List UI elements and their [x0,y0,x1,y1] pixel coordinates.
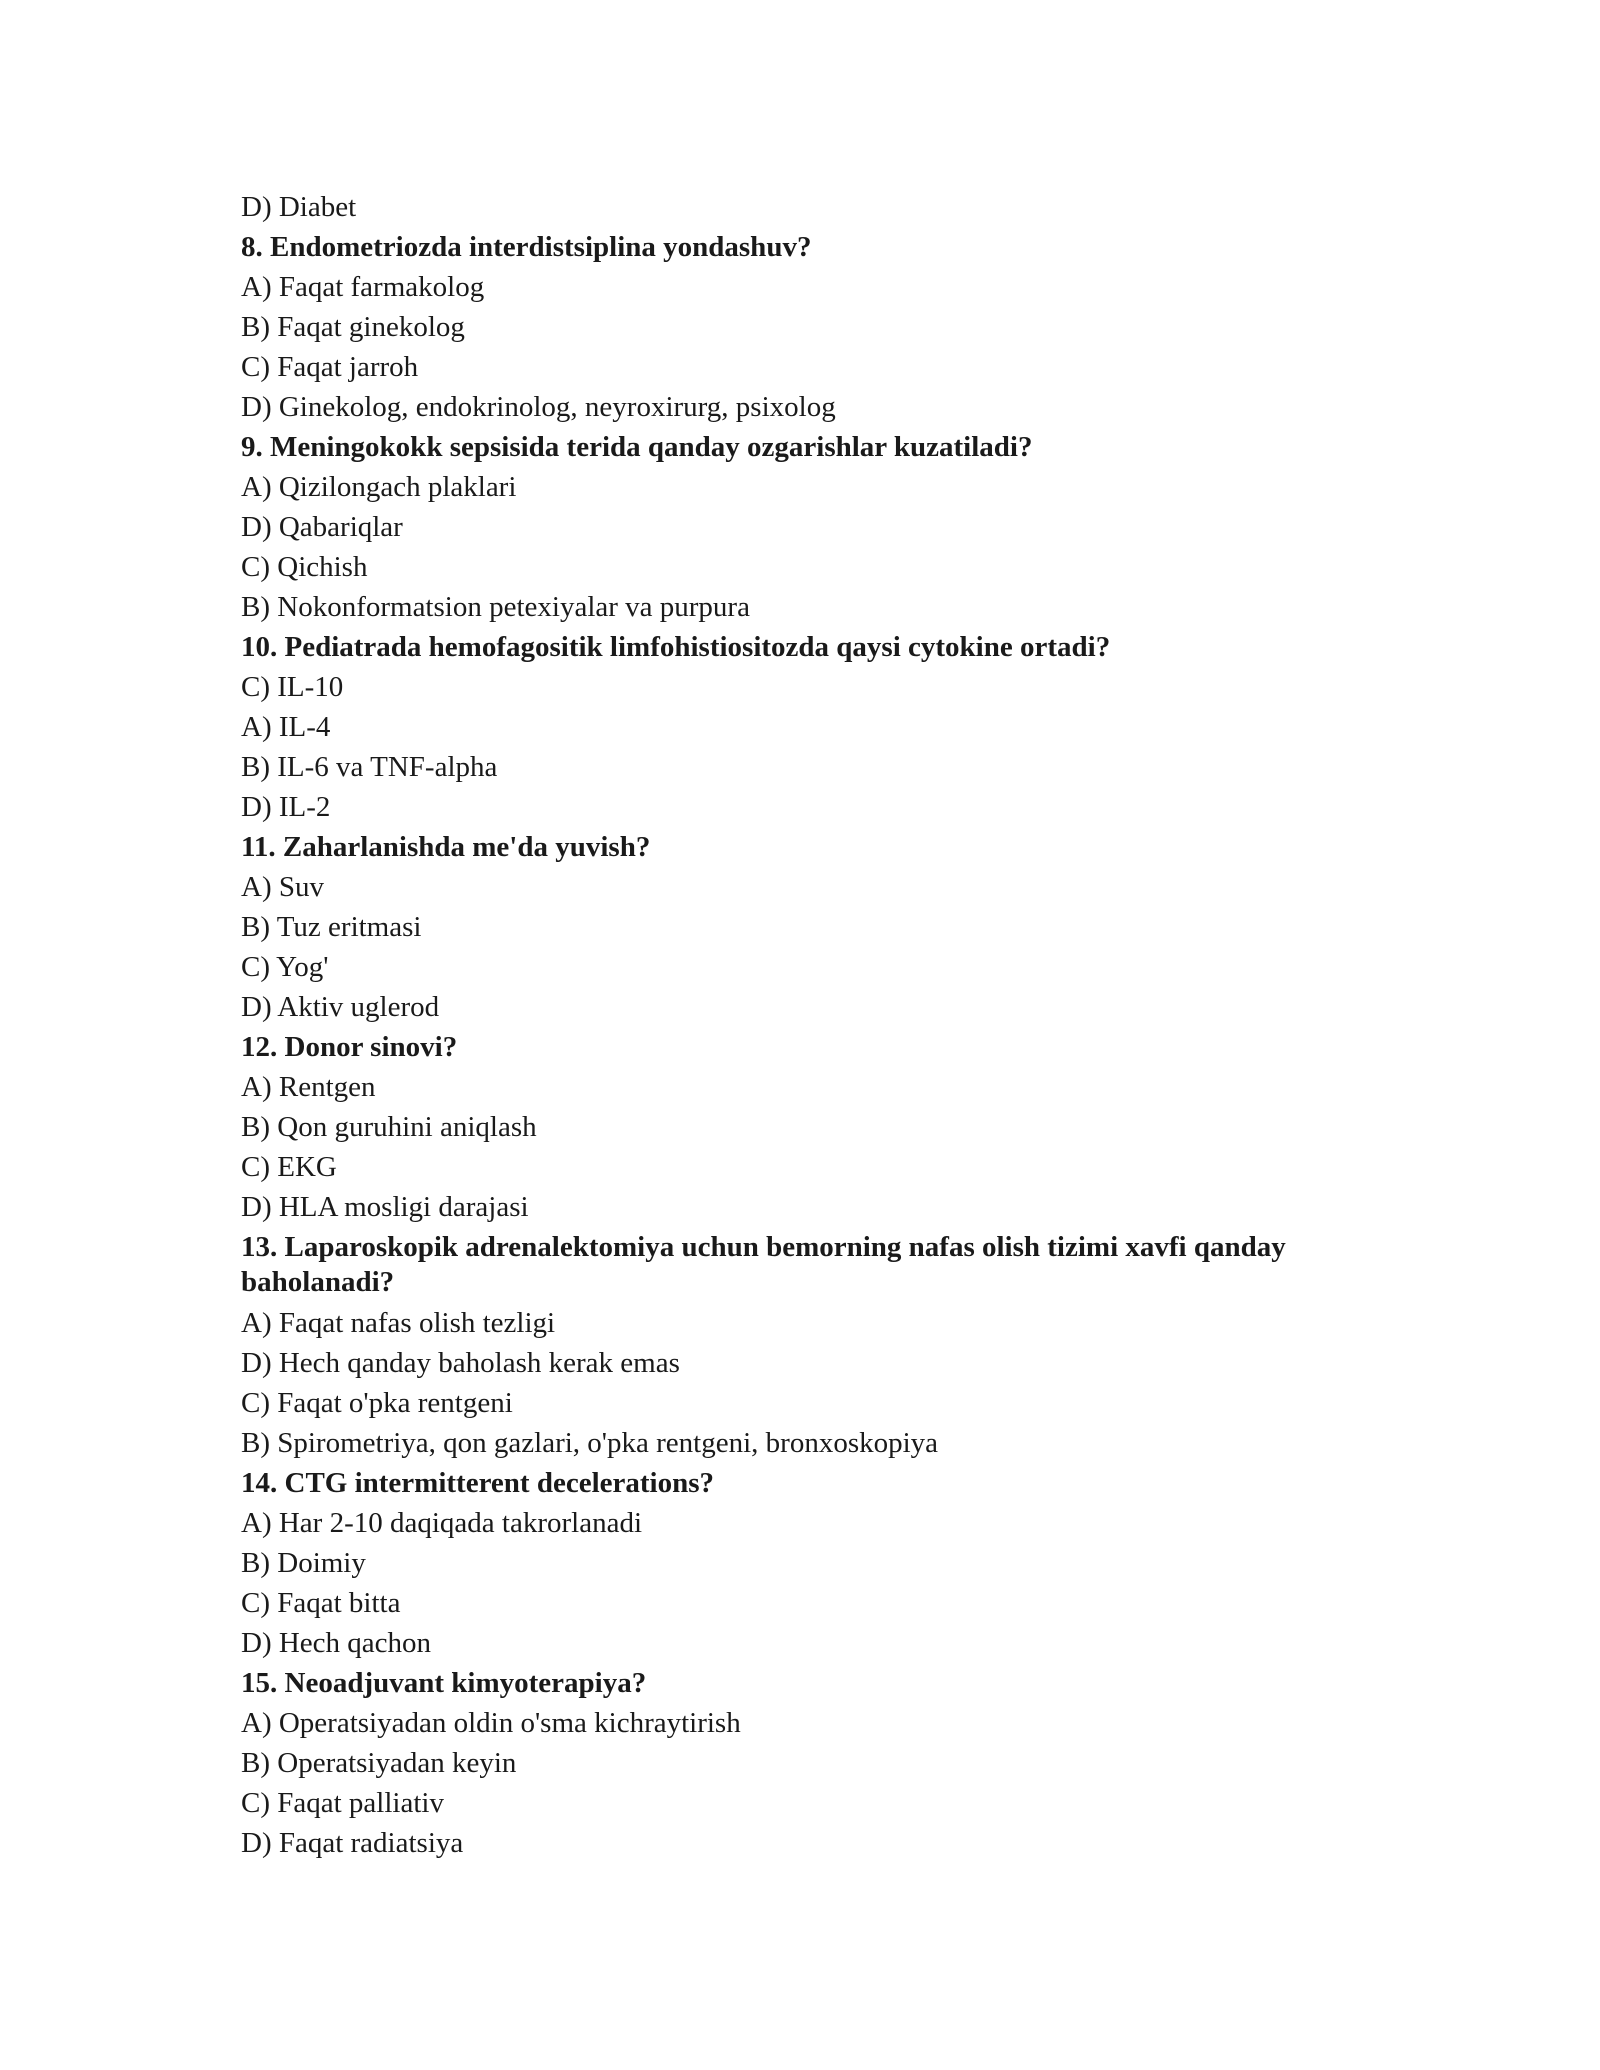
answer-option: B) IL-6 va TNF-alpha [241,751,498,783]
answer-option: D) Hech qanday baholash kerak emas [241,1347,680,1379]
answer-option: B) Tuz eritmasi [241,911,422,943]
answer-option: C) Faqat o'pka rentgeni [241,1387,513,1419]
answer-option: C) Qichish [241,551,368,583]
answer-option: B) Doimiy [241,1547,366,1579]
answer-option: C) IL-10 [241,671,344,703]
answer-option: D) Aktiv uglerod [241,991,440,1023]
question-heading: 12. Donor sinovi? [241,1031,458,1063]
answer-option: A) Har 2-10 daqiqada takrorlanadi [241,1507,643,1539]
answer-option: C) Faqat jarroh [241,351,419,383]
question-heading: 11. Zaharlanishda me'da yuvish? [241,831,651,863]
question-heading: 8. Endometriozda interdistsiplina yondashuv? [241,231,812,263]
answer-option: D) Faqat radiatsiya [241,1827,464,1859]
answer-option: A) Suv [241,871,324,903]
answer-option: C) Yog' [241,951,329,983]
answer-option: B) Qon guruhini aniqlash [241,1111,537,1143]
question-heading: 14. CTG intermitterent decelerations? [241,1467,715,1499]
answer-option: D) Qabariqlar [241,511,403,543]
document-page [241,187,1421,1863]
answer-option: D) HLA mosligi darajasi [241,1191,529,1223]
question-heading: 10. Pediatrada hemofagositik limfohistiositozda qaysi cytokine ortadi? [241,631,1111,663]
answer-option: C) Faqat palliativ [241,1787,444,1819]
answer-option: C) EKG [241,1151,337,1183]
answer-option: B) Operatsiyadan keyin [241,1747,517,1779]
answer-option: A) Faqat nafas olish tezligi [241,1307,556,1339]
answer-option: D) IL-2 [241,791,331,823]
answer-option: D) Ginekolog, endokrinolog, neyroxirurg, psixolog [241,391,836,423]
question-heading: 15. Neoadjuvant kimyoterapiya? [241,1667,647,1699]
answer-option: A) Rentgen [241,1071,376,1103]
answer-option: D) Diabet [241,191,357,223]
question-heading: 9. Meningokokk sepsisida terida qanday ozgarishlar kuzatiladi? [241,431,1033,463]
answer-option: B) Nokonformatsion petexiyalar va purpura [241,591,750,623]
question-heading: 13. Laparoskopik adrenalektomiya uchun bemorning nafas olish tizimi xavfi qanday baholanadi? [241,1231,1286,1298]
answer-option: B) Spirometriya, qon gazlari, o'pka rentgeni, bronxoskopiya [241,1427,939,1459]
answer-option: C) Faqat bitta [241,1587,401,1619]
answer-option: A) Operatsiyadan oldin o'sma kichraytirish [241,1707,741,1739]
answer-option: A) Qizilongach plaklari [241,471,517,503]
answer-option: B) Faqat ginekolog [241,311,465,343]
answer-option: A) Faqat farmakolog [241,271,485,303]
answer-option: D) Hech qachon [241,1627,432,1659]
answer-option: A) IL-4 [241,711,331,743]
